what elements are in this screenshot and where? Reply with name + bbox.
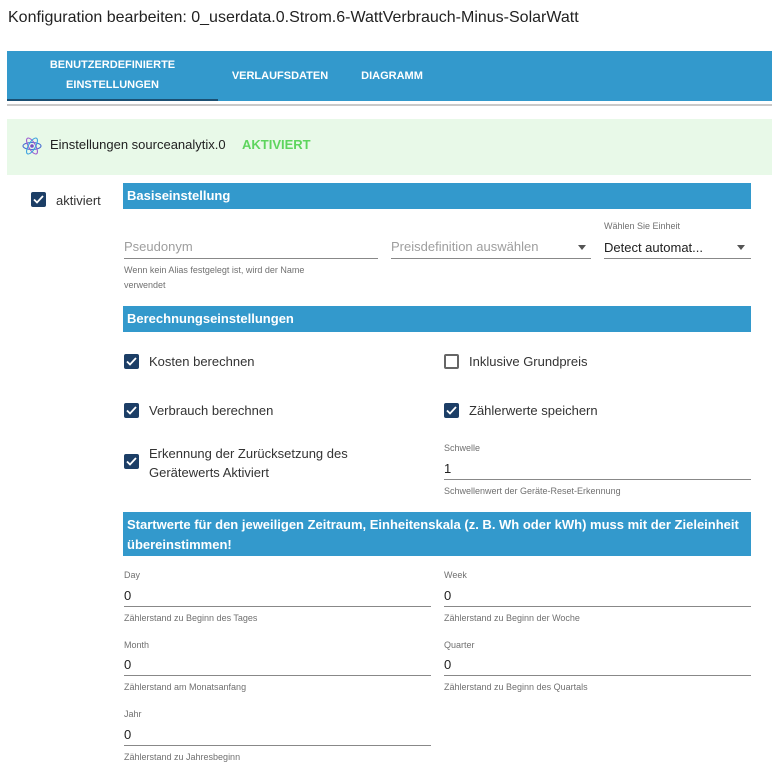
reset-detection-label (149, 444, 348, 482)
pseudonym-underline (124, 258, 378, 259)
enabled-label: aktiviert (56, 193, 101, 208)
day-label: Day (124, 570, 141, 580)
tab-custom-settings[interactable] (7, 51, 218, 101)
base-price-checkbox[interactable] (444, 354, 459, 369)
chevron-down-icon (737, 245, 745, 250)
chevron-down-icon (578, 245, 586, 250)
tab-divider (7, 104, 772, 106)
check-icon (32, 193, 45, 206)
consumption-label: Verbrauch berechnen (149, 403, 274, 418)
tab-label: EINSTELLUNGEN (66, 79, 159, 91)
price-select[interactable]: Preisdefinition auswählen (391, 239, 539, 254)
pseudonym-input[interactable]: Pseudonym (124, 239, 193, 254)
year-underline (124, 745, 431, 746)
section-header-calculation: Berechnungseinstellungen (123, 306, 751, 332)
tab-label: BENUTZERDEFINIERTE (49, 59, 176, 71)
costs-checkbox[interactable] (124, 354, 139, 369)
week-input[interactable]: 0 (444, 588, 452, 603)
consumption-checkbox[interactable] (124, 403, 139, 418)
adapter-name: Einstellungen sourceanalytix.0 (50, 137, 226, 152)
costs-label: Kosten berechnen (149, 354, 255, 369)
quarter-help: Zählerstand zu Beginn des Quartals (444, 682, 588, 692)
pseudonym-help (124, 263, 304, 293)
section-header-basic: Basiseinstellung (123, 183, 751, 209)
quarter-underline (444, 675, 751, 676)
tab-label: VERLAUFSDATEN (231, 70, 329, 82)
check-icon (125, 355, 138, 368)
unit-label: Wählen Sie Einheit (604, 221, 681, 231)
section-header-start-values (123, 512, 751, 556)
month-input[interactable]: 0 (124, 657, 132, 672)
tab-label: DIAGRAMM (361, 70, 423, 82)
tab-history-data[interactable] (218, 51, 342, 101)
threshold-label: Schwelle (444, 443, 481, 453)
threshold-underline (444, 479, 751, 480)
day-input[interactable]: 0 (124, 588, 132, 603)
help-text: Wenn kein Alias festgelegt ist, wird der Name (124, 265, 305, 275)
quarter-label: Quarter (444, 640, 475, 650)
section-title: Startwerte für den jeweiligen Zeitraum, Einheitenskala (z. B. Wh oder kWh) muss mit der Zieleinheit (127, 517, 739, 532)
atom-icon (22, 136, 42, 156)
day-help: Zählerstand zu Beginn des Tages (124, 613, 258, 623)
meter-values-label: Zählerwerte speichern (469, 403, 598, 418)
week-label: Week (444, 570, 467, 580)
unit-select[interactable]: Detect automat... (604, 240, 703, 255)
tab-chart[interactable] (342, 51, 442, 101)
week-help: Zählerstand zu Beginn der Woche (444, 613, 580, 623)
help-text: verwendet (124, 280, 166, 290)
month-help: Zählerstand am Monatsanfang (124, 682, 247, 692)
base-price-label: Inklusive Grundpreis (469, 354, 588, 369)
day-underline (124, 606, 431, 607)
month-label: Month (124, 640, 150, 650)
section-title: übereinstimmen! (127, 537, 232, 552)
label-line: Erkennung der Zurücksetzung des (149, 446, 348, 461)
month-underline (124, 675, 431, 676)
week-underline (444, 606, 751, 607)
meter-values-checkbox[interactable] (444, 403, 459, 418)
year-input[interactable]: 0 (124, 727, 132, 742)
tab-bar (7, 51, 772, 101)
unit-underline (604, 258, 751, 259)
check-icon (445, 404, 458, 417)
check-icon (125, 455, 138, 468)
status-badge: AKTIVIERT (242, 137, 311, 152)
page-title: Konfiguration bearbeiten: 0_userdata.0.Strom.6-WattVerbrauch-Minus-SolarWatt (8, 9, 579, 26)
quarter-input[interactable]: 0 (444, 657, 452, 672)
adapter-banner (7, 119, 772, 175)
year-help: Zählerstand zu Jahresbeginn (124, 752, 241, 762)
label-line: Gerätewerts Aktiviert (149, 465, 269, 480)
threshold-input[interactable]: 1 (444, 461, 452, 476)
year-label: Jahr (124, 709, 142, 719)
reset-detection-checkbox[interactable] (124, 454, 139, 469)
check-icon (125, 404, 138, 417)
price-underline (391, 258, 591, 259)
enabled-checkbox[interactable] (31, 192, 46, 207)
threshold-help: Schwellenwert der Geräte-Reset-Erkennung (444, 486, 621, 496)
